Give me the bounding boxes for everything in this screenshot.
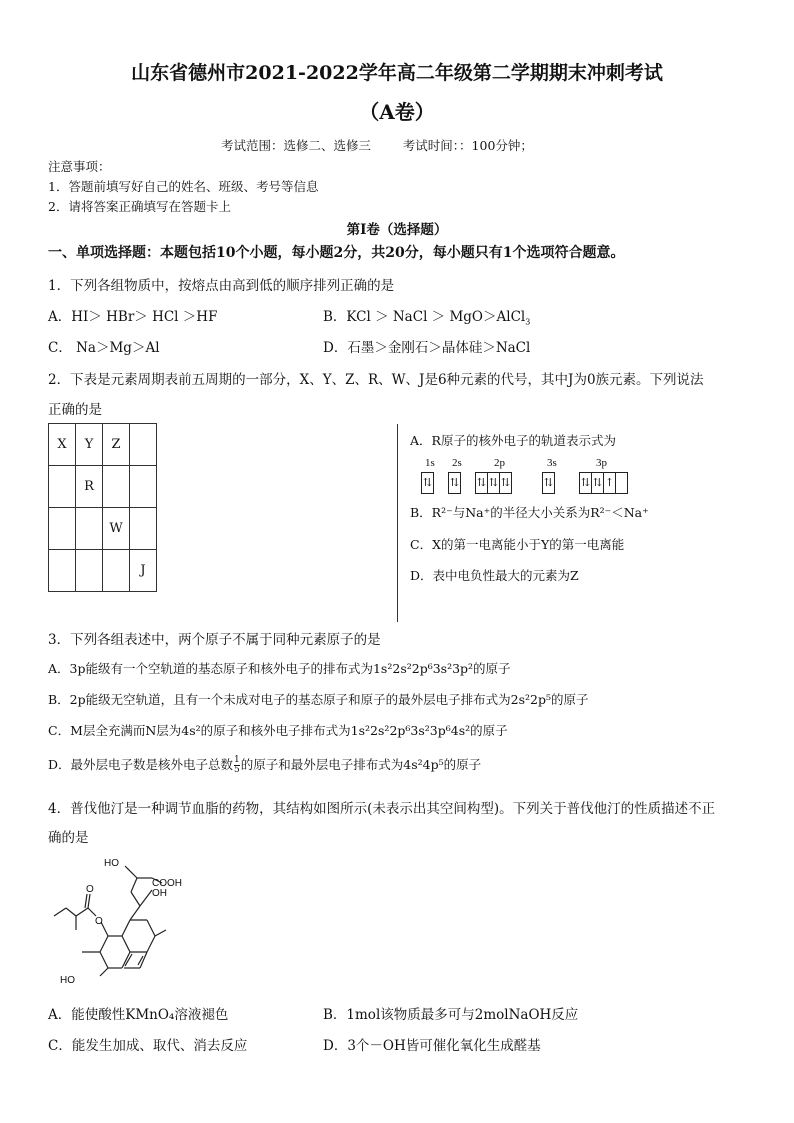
table-cell [103, 466, 130, 508]
orbital-cell [616, 473, 627, 493]
fraction: $\frac{1}{5}$ [234, 755, 240, 775]
orbital-cell: ⇅ [580, 473, 592, 493]
q1-option-c: C． Na＞Mg＞Al [48, 340, 160, 356]
section-instructions: 一、单项选择题：本题包括10个小题，每小题2分，共20分，每小题只有1个选项符合题意。 [48, 245, 625, 261]
orbital-box-2p [475, 472, 512, 494]
orbital-cell: ↑ [604, 473, 616, 493]
q3-stem: 3．下列各组表述中，两个原子不属于同种元素原子的是 [48, 632, 381, 648]
table-cell [76, 508, 103, 550]
q4-stem: 确的是 [48, 830, 89, 846]
table-cell [49, 466, 76, 508]
orbital-box-2s [448, 472, 461, 494]
orbital-cell: ⇅ [476, 473, 488, 493]
table-cell [49, 508, 76, 550]
pravastatin-structure [44, 850, 204, 995]
q1-option-a: A．HI＞ HBr＞ HCl ＞HF [48, 309, 218, 325]
orbital-box-3s [542, 472, 555, 494]
table-cell: R [76, 466, 103, 508]
table-cell [103, 550, 130, 592]
structure-label: O [86, 884, 94, 895]
table-cell [130, 466, 157, 508]
q2-option-c: C．X的第一电离能小于Y的第一电离能 [410, 537, 625, 552]
q4-stem: 4．普伐他汀是一种调节血脂的药物，其结构如图所示(未表示出其空间构型)。下列关于普伐他汀的性质描述不正 [48, 801, 716, 817]
q3-option-a: A．3p能级有一个空轨道的基态原子和核外电子的排布式为1s²2s²2p⁶3s²3p²的原子 [48, 661, 511, 676]
orbital-cell: ⇅ [449, 476, 460, 489]
orbital-label: 3s [547, 457, 557, 469]
orbital-label: 3p [596, 457, 607, 469]
structure-label: HO [104, 858, 119, 869]
q2-stem: 正确的是 [48, 402, 102, 418]
q4-option-b: B．1mol该物质最多可与2molNaOH反应 [323, 1007, 579, 1023]
table-cell: X [49, 424, 76, 466]
q1-option-d: D．石墨＞金刚石＞晶体硅＞NaCl [323, 340, 531, 356]
note-item: 2．请将答案正确填写在答题卡上 [48, 199, 231, 214]
q1-option-b: B．KCl ＞ NaCl ＞ MgO＞AlCl$_3$ [323, 309, 531, 327]
table-cell: J [130, 550, 157, 592]
exam-info: 考试范围：选修二、选修三 考试时间：：100分钟； [221, 138, 533, 153]
section-title: 第I卷（选择题） [346, 222, 448, 238]
structure-label: HO [60, 975, 75, 986]
orbital-cell: ⇅ [488, 473, 500, 493]
q4-option-d: D．3个－OH皆可催化氧化生成醛基 [323, 1038, 541, 1054]
q2-option-d: D．表中电负性最大的元素为Z [410, 568, 579, 583]
orbital-cell: ⇅ [500, 476, 511, 489]
q3-option-d: D．最外层电子数是核外电子总数 $\frac{1}{5}$ 的原子和最外层电子排布式为4s²4p⁵的原子 [48, 755, 482, 775]
orbital-cell: ⇅ [543, 476, 554, 489]
notes-heading: 注意事项： [48, 159, 111, 174]
table-cell: Y [76, 424, 103, 466]
note-item: 1．答题前填写好自己的姓名、班级、考号等信息 [48, 179, 319, 194]
structure-label: OH [152, 888, 167, 899]
orbital-cell: ⇅ [592, 473, 604, 493]
page-title: 山东省德州市2021-2022学年高二年级第二学期期末冲刺考试 [131, 62, 663, 84]
q3-option-b: B．2p能级无空轨道，且有一个未成对电子的基态原子和原子的最外层电子排布式为2s²2p⁵的原子 [48, 692, 589, 707]
page-subtitle: （A卷） [359, 100, 435, 124]
periodic-table-fragment [48, 423, 157, 592]
table-cell: Z [103, 424, 130, 466]
orbital-box-1s [421, 472, 434, 494]
table-cell: W [103, 508, 130, 550]
table-cell [130, 424, 157, 466]
structure-label: COOH [152, 878, 182, 889]
structure-label: O [95, 916, 103, 927]
q2-option-a: A．R原子的核外电子的轨道表示式为 [410, 433, 616, 448]
orbital-box-3p [579, 472, 628, 494]
q4-option-a: A．能使酸性KMnO₄溶液褪色 [48, 1007, 229, 1023]
q2-option-b: B．R²⁻与Na⁺的半径大小关系为R²⁻＜Na⁺ [410, 505, 649, 520]
orbital-label: 2s [452, 457, 462, 469]
orbital-label: 2p [494, 457, 505, 469]
q1-stem: 1．下列各组物质中，按熔点由高到低的顺序排列正确的是 [48, 278, 395, 294]
table-cell [49, 550, 76, 592]
divider [397, 424, 398, 622]
table-cell [130, 508, 157, 550]
q3-option-c: C．M层全充满而N层为4s²的原子和核外电子排布式为1s²2s²2p⁶3s²3p⁶4s²的原子 [48, 723, 508, 738]
q2-stem: 2．下表是元素周期表前五周期的一部分，X、Y、Z、R、W、J是6种元素的代号，其中J为0族元素。下列说法 [48, 372, 704, 388]
q4-option-c: C．能发生加成、取代、消去反应 [48, 1038, 248, 1054]
table-cell [76, 550, 103, 592]
orbital-label: 1s [425, 457, 435, 469]
orbital-cell: ⇅ [422, 476, 433, 489]
